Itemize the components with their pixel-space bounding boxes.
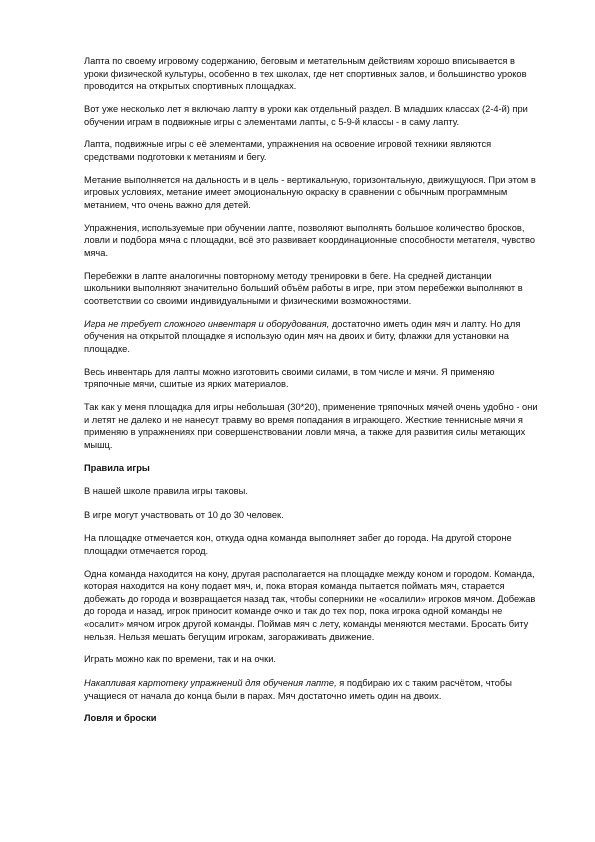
italic-phrase: Накапливая картотеку упражнений для обучения лапте, (84, 678, 337, 689)
paragraph-throwing: Метание выполняется на дальность и в цель - вертикальную, горизонтальную, движущуюся. При этом в игровых условиях, метание имеет эмоциональную окраску в сравнении с обычным программным метанием, что очень важно для детей. (84, 174, 536, 210)
paragraph-equipment: Игра не требует сложного инвентаря и оборудования, достаточно иметь один мяч и лапту. Но для обучения на открытой площадке я использую один мяч на двоих и биту, флажки для установки на площадке. (84, 318, 521, 354)
paragraph-preparation: Лапта, подвижные игры с её элементами, упражнения на освоение игровой техники являются средствами подготовки к метаниям и бегу. (84, 139, 492, 162)
paragraph-inventory: Весь инвентарь для лапты можно изготовить своими силами, в том числе и мячи. Я применяю тряпочные мячи, сшитые из ярких материалов. (84, 366, 495, 390)
italic-phrase: Игра не требует сложного инвентаря и оборудования, (84, 318, 330, 329)
paragraph-balls: Так как у меня площадка для игры небольшая (30*20), применение тряпочных мячей очень удобно - они и летят не далеко и не нанесут травму во время попадания в играющего. Жесткие теннисные мячи я применяю в упражнениях при совершенствовании ловли мяча, а также для развития силы метающих мышц. (84, 401, 538, 450)
paragraph-intro: Лапта по своему игровому содержанию, беговым и метательным действиям хорошо вписывается в уроки физической культуры, особенно в тех школах, где нет спортивных залов, и большинство уроков проводится на открытых спортивных площадках. (84, 56, 527, 92)
document-page (84, 55, 540, 736)
paragraph-scoring: Играть можно как по времени, так и на очки. (84, 654, 276, 665)
paragraph-lessons: Вот уже несколько лет я включаю лапту в уроки как отдельный раздел. В младших классах (2-4-й) при обучении играм в подвижные игры с элементами лапты, с 5-9-й классы - в саму лапту. (84, 103, 528, 127)
paragraph-field: На площадке отмечается кон, откуда одна команда выполняет забег до города. На другой стороне площадки отмечается город. (84, 533, 512, 556)
paragraph-exercises: Упражнения, используемые при обучении лапте, позволяют выполнять большое количество бросков, ловли и подбора мяча с площадки, всё это развивает координационные способности метателя, чувство мяча. (84, 222, 536, 258)
heading-rules: Правила игры (84, 462, 150, 473)
paragraph-gameplay: Одна команда находится на кону, другая располагается на площадке между коном и городом. Команда, которая находится на кону подает мяч, и, пока вторая команда пытается поймать мяч, старается добежать до города и возвращается назад так, чтобы соперники не «осалили» игроков мячом. Добежав до города и назад, игрок приносит команде очко и так до тех пор, пока игрока одной команды не «осалит» мячом игрок другой команды. Поймав мяч с лету, команды меняются местами. Бросать биту нельзя. Нельзя мешать бегущим игрокам, загораживать движение. (84, 568, 536, 642)
paragraph-card-file: Накапливая картотеку упражнений для обучения лапте, я подбираю их с таким расчётом, чтобы учащиеся от начала до конца были в парах. Мяч достаточно иметь один на двоих. (84, 678, 512, 701)
paragraph-school-rules: В нашей школе правила игры таковы. (84, 486, 248, 497)
paragraph-players: В игре могут участвовать от 10 до 30 человек. (84, 509, 284, 520)
heading-catch-throw: Ловля и броски (84, 713, 157, 724)
paragraph-running: Перебежки в лапте аналогичны повторному методу тренировки в беге. На средней дистанции школьники выполняют значительно больший объём работы в игре, при этом перебежки выполняют в соответствии со своими индивидуальными и физическими возможностями. (84, 270, 523, 306)
